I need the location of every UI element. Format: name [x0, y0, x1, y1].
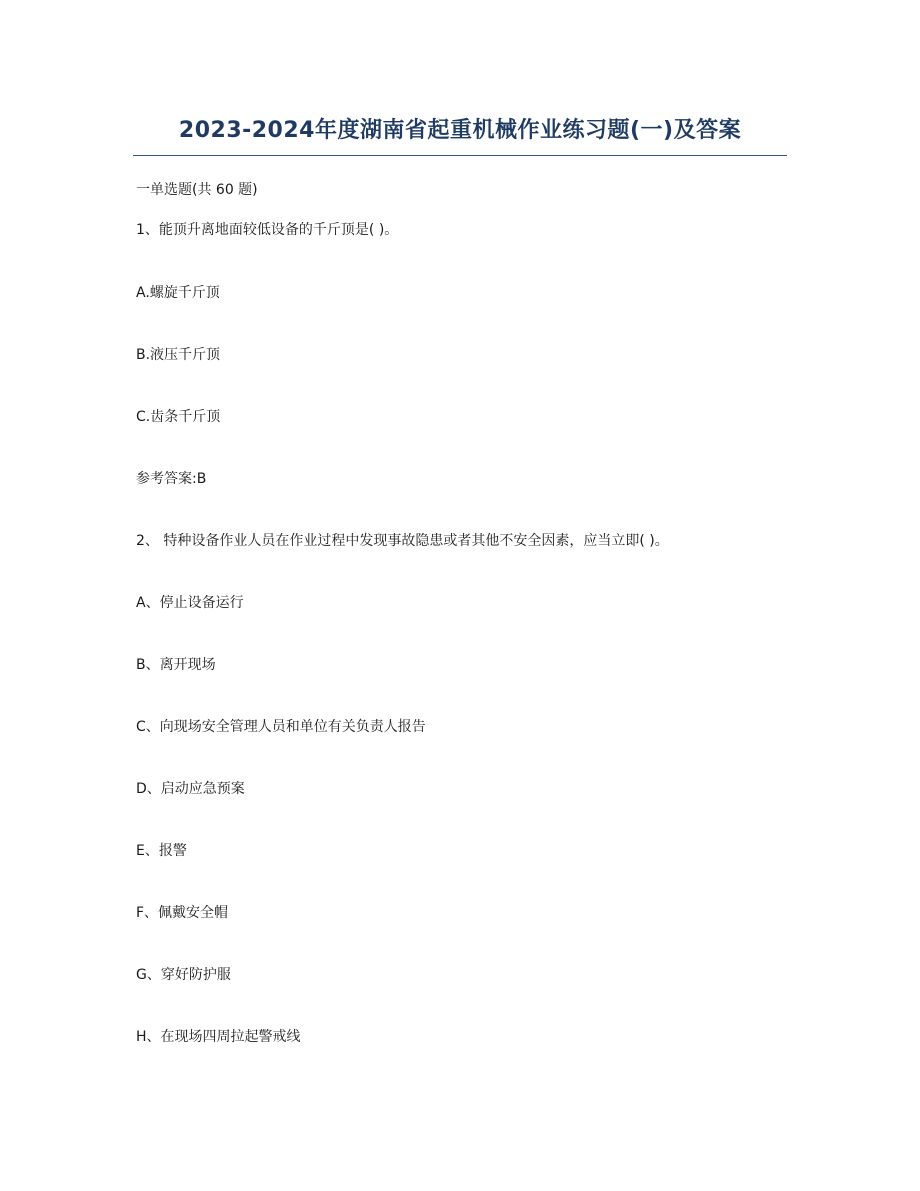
question-1-option-a: A.螺旋千斤顶 [136, 285, 220, 301]
question-2-stem: 2、 特种设备作业人员在作业过程中发现事故隐患或者其他不安全因素，应当立即( )。 [136, 533, 669, 549]
question-1-answer: 参考答案:B [136, 471, 207, 487]
question-1-option-c: C.齿条千斤顶 [136, 409, 221, 425]
document-title: 2023-2024年度湖南省起重机械作业练习题(一)及答案 [178, 118, 742, 143]
section-heading: 一单选题(共 60 题) [136, 182, 258, 198]
title-underline [133, 155, 787, 156]
question-1-stem: 1、能顶升离地面较低设备的千斤顶是( )。 [136, 222, 399, 238]
question-1-option-b: B.液压千斤顶 [136, 347, 221, 363]
question-2-option-h: H、在现场四周拉起警戒线 [136, 1029, 301, 1045]
question-2-option-b: B、离开现场 [136, 657, 216, 673]
question-2-option-d: D、启动应急预案 [136, 781, 245, 797]
question-2-option-a: A、停止设备运行 [136, 595, 244, 611]
question-2-option-e: E、报警 [136, 843, 187, 859]
question-2-option-f: F、佩戴安全帽 [136, 905, 229, 921]
question-2-option-c: C、向现场安全管理人员和单位有关负责人报告 [136, 719, 426, 735]
question-2-option-g: G、穿好防护服 [136, 967, 231, 983]
